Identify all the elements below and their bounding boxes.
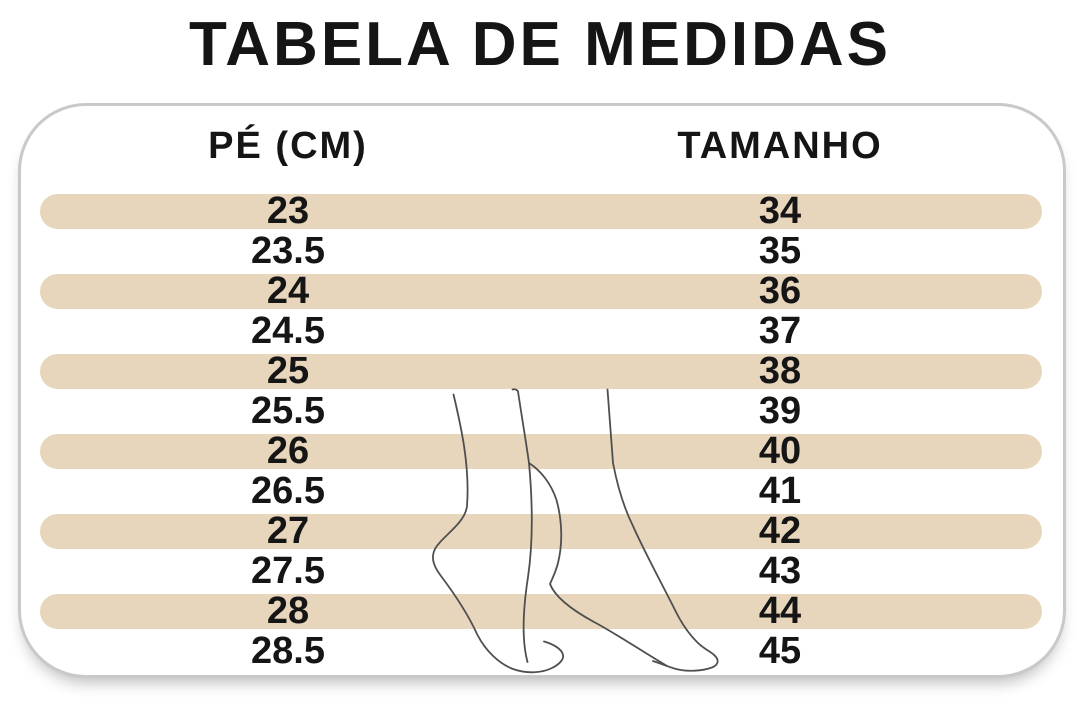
size-value: 42 — [758, 510, 802, 552]
foot-cm-value: 25.5 — [251, 390, 325, 432]
size-value: 41 — [758, 470, 802, 512]
column-header-tamanho: TAMANHO — [677, 125, 883, 167]
table-row — [21, 431, 1063, 471]
size-chart-panel — [18, 103, 1066, 678]
foot-cm-value: 26.5 — [251, 470, 325, 512]
foot-cm-value: 23.5 — [251, 230, 325, 272]
foot-cm-value: 27.5 — [251, 550, 325, 592]
table-header — [21, 124, 1063, 168]
size-value: 34 — [758, 190, 802, 232]
table-row — [21, 191, 1063, 231]
size-value: 36 — [758, 270, 802, 312]
table-row — [21, 271, 1063, 311]
table-row — [21, 311, 1063, 351]
table-row — [21, 351, 1063, 391]
page-title: TABELA DE MEDIDAS — [189, 10, 891, 79]
foot-cm-value: 26 — [266, 430, 310, 472]
table-row — [21, 471, 1063, 511]
foot-cm-value: 28 — [266, 590, 310, 632]
size-value: 37 — [758, 310, 802, 352]
size-value: 43 — [758, 550, 802, 592]
size-value: 38 — [758, 350, 802, 392]
foot-cm-value: 28.5 — [251, 630, 325, 672]
table-row — [21, 551, 1063, 591]
size-value: 39 — [758, 390, 802, 432]
foot-cm-value: 27 — [266, 510, 310, 552]
table-row — [21, 391, 1063, 431]
table-row — [21, 591, 1063, 631]
size-value: 44 — [758, 590, 802, 632]
foot-cm-value: 23 — [266, 190, 310, 232]
size-value: 40 — [758, 430, 802, 472]
foot-cm-value: 24 — [266, 270, 310, 312]
table-row — [21, 511, 1063, 551]
size-value: 35 — [758, 230, 802, 272]
foot-cm-value: 24.5 — [251, 310, 325, 352]
column-header-foot-cm: PÉ (CM) — [208, 125, 368, 167]
table-row — [21, 231, 1063, 271]
foot-cm-value: 25 — [266, 350, 310, 392]
size-value: 45 — [758, 630, 802, 672]
table-body — [21, 191, 1063, 671]
table-row — [21, 631, 1063, 671]
